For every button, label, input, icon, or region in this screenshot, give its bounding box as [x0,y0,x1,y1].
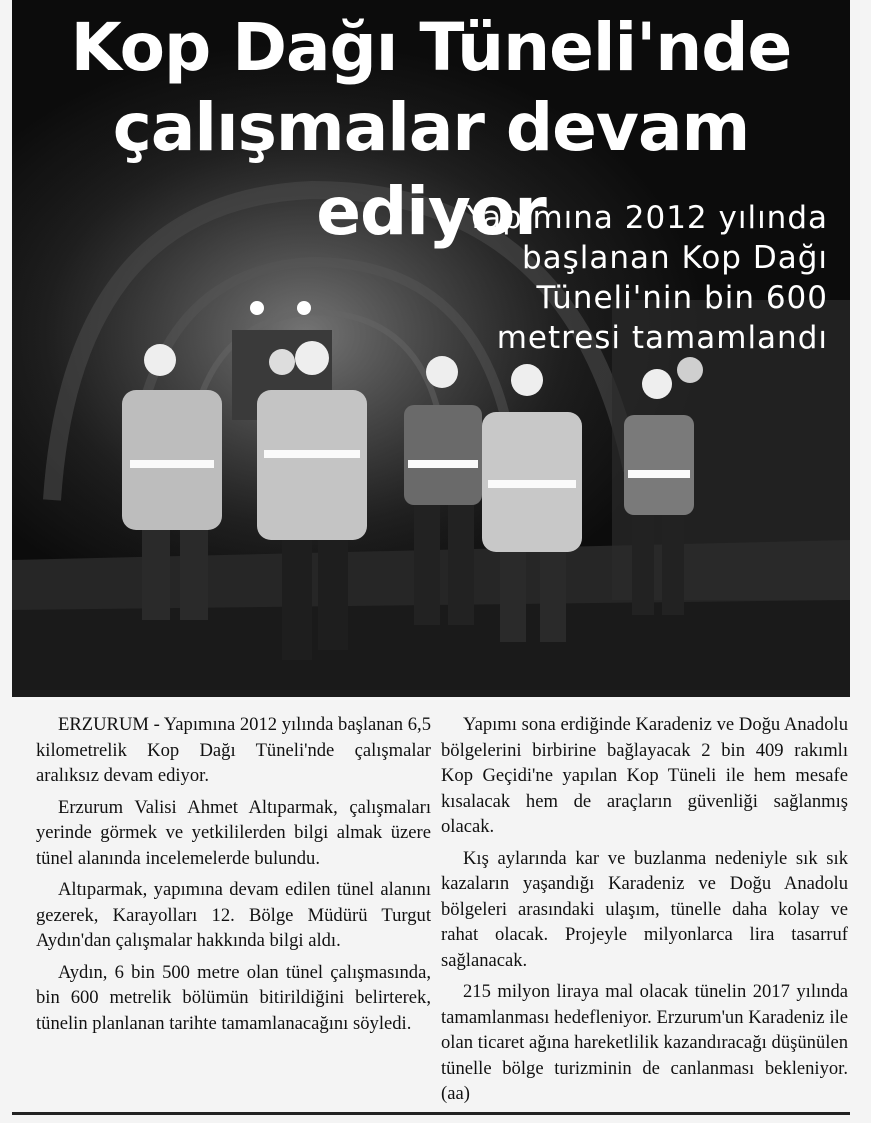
subheadline [388,198,828,358]
hero-photo [12,0,850,697]
article-paragraph: Altıparmak, yapımına devam edilen tünel alanını gezerek, Karayolları 12. Bölge Müdürü Turgut Aydın'dan çalışmalar hakkında bilgi aldı. [36,879,431,951]
article-paragraph: Aydın, 6 bin 500 metre olan tünel çalışmasında, bin 600 metrelik bölümün bitirildiğini belirterek, tünelin planlanan tarihte tamamlanacağını söyledi. [36,961,431,1034]
person-7 [677,357,703,383]
article-left-column [36,712,431,1042]
headline-line-1: Kop Dağı Tüneli'nde [70,9,792,86]
article-paragraph: Yapımı sona erdiğinde Karadeniz ve Doğu Anadolu bölgelerini birbirine bağlayacak 2 bin 409 rakımlı Kop Geçidi'ne yapılan Kop Tüneli ile hem mesafe kısalacak hem de araçların güvenliği sağlanmış olacak. [441,714,848,837]
subheadline-line: Yapımına 2012 yılında [466,200,828,236]
headline-line-2: çalışmalar devam ediyor [112,89,750,250]
article-paragraph: ERZURUM - Yapımına 2012 yılında başlanan 6,5 kilometrelik Kop Dağı Tüneli'nde çalışmalar aralıksız devam ediyor. [36,714,431,786]
subheadline-line: metresi tamamlandı [496,320,828,356]
article-right-column [441,712,848,1113]
person-3 [269,349,295,375]
subheadline-line: başlanan Kop Dağı [521,240,828,276]
article-paragraph: Erzurum Valisi Ahmet Altıparmak, çalışmaları yerinde görmek ve yetkililerden bilgi almak üzere tünel alanında incelemelerde bulundu. [36,796,431,869]
subheadline-line: Tüneli'nin bin 600 [536,280,828,316]
article-paragraph: 215 milyon liraya mal olacak tünelin 2017 yılında tamamlanması hedefleniyor. Erzurum'un Karadeniz ile olan ticaret ağına hareketlilik kazandıracağı düşünülen tünelle bölge turizminin de canlanması bekleniyor. (aa) [441,981,848,1104]
bottom-rule [12,1112,850,1115]
machine-light [250,301,264,315]
article-paragraph: Kış aylarında kar ve buzlanma nedeniyle sık sık kazaların yaşandığı Karadeniz ve Doğu Anadolu bölgeleri arasındaki ulaşım, tünelle daha kolay ve rahat olacak. Projeyle milyonlarca lira tasarruf sağlanacak. [441,847,848,971]
